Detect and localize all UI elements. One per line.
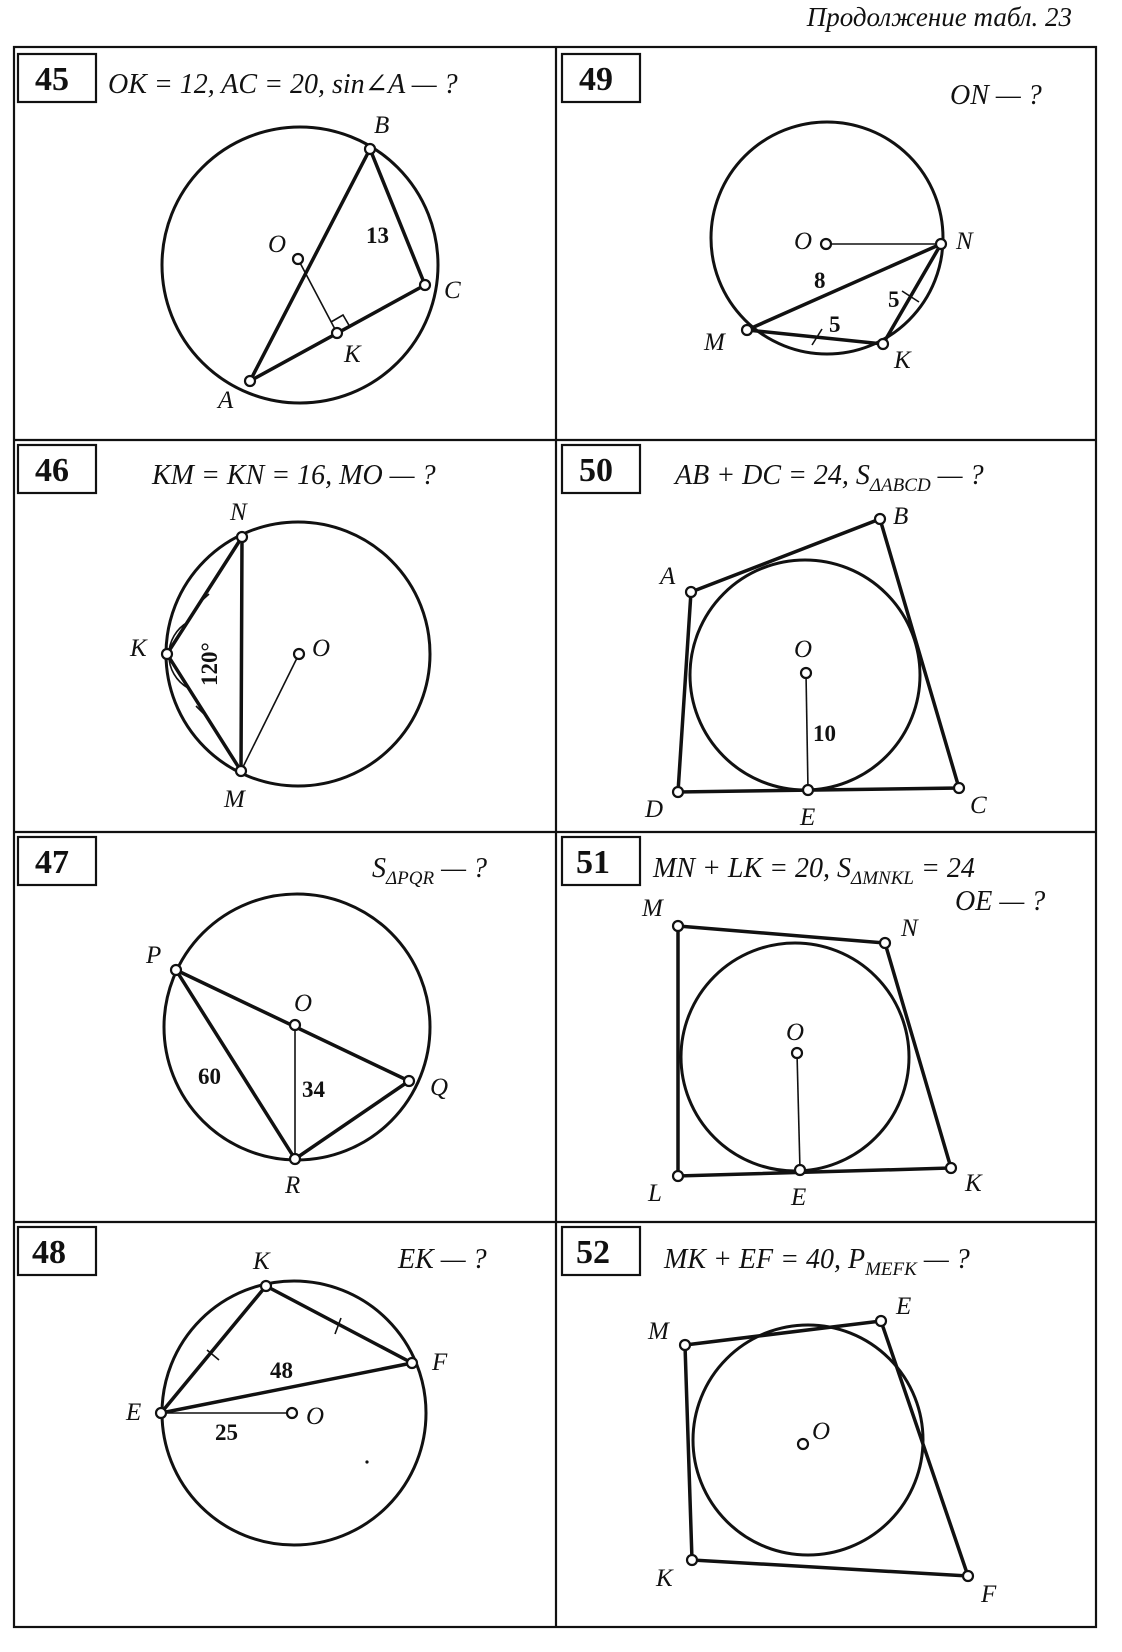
dot-mark	[365, 1460, 368, 1463]
problem-number: 52	[576, 1234, 610, 1271]
point-A	[245, 376, 255, 386]
circle	[162, 127, 438, 403]
problem-45	[18, 54, 461, 414]
angle-value: 120°	[197, 642, 222, 686]
value-25: 25	[215, 1420, 238, 1445]
point-K	[946, 1163, 956, 1173]
label-A: A	[660, 563, 676, 590]
label-K: K	[253, 1248, 270, 1275]
point-F	[963, 1571, 973, 1581]
value-10: 10	[813, 721, 836, 746]
problem-number: 45	[35, 61, 69, 98]
problem-46	[18, 445, 436, 813]
value-5-NK: 5	[888, 287, 900, 312]
point-K	[162, 649, 172, 659]
label-P: P	[146, 942, 162, 969]
label-K: K	[130, 635, 147, 662]
point-A	[686, 587, 696, 597]
value-5-MK: 5	[829, 312, 841, 337]
point-N	[936, 239, 946, 249]
label-E: E	[896, 1293, 912, 1320]
point-Q	[404, 1076, 414, 1086]
point-O	[821, 239, 831, 249]
problem-number: 48	[32, 1234, 66, 1271]
label-O: O	[812, 1418, 831, 1445]
point-O	[294, 649, 304, 659]
label-K: K	[656, 1565, 673, 1592]
problem-number: 46	[35, 452, 69, 489]
problem-condition: AB + DC = 24, $S_{\Delta ABCD}$ — ?	[675, 460, 984, 496]
point-C	[420, 280, 430, 290]
point-R	[290, 1154, 300, 1164]
label-K: K	[894, 347, 911, 374]
segment-NM	[241, 537, 242, 771]
problem-number: 51	[576, 844, 610, 881]
label-E: E	[126, 1399, 142, 1426]
point-C	[954, 783, 964, 793]
point-K	[261, 1281, 271, 1291]
point-B	[365, 144, 375, 154]
label-N: N	[230, 499, 247, 526]
label-N: N	[956, 228, 973, 255]
label-O: O	[268, 231, 287, 258]
label-F: F	[981, 1581, 997, 1608]
label-B: B	[893, 503, 909, 530]
problem-48	[18, 1227, 487, 1545]
label-E: E	[791, 1184, 807, 1211]
label-C: C	[444, 277, 461, 304]
value-48: 48	[270, 1358, 293, 1383]
point-N	[237, 532, 247, 542]
problem-number: 47	[35, 844, 69, 881]
problem-number: 50	[579, 452, 613, 489]
label-F: F	[432, 1349, 448, 1376]
label-A: A	[218, 387, 234, 414]
label-O: O	[794, 636, 813, 663]
label-Q: Q	[430, 1074, 449, 1101]
problem-number: 49	[579, 61, 613, 98]
point-K	[332, 328, 342, 338]
label-O: O	[794, 228, 813, 255]
problem-condition: ON — ?	[950, 80, 1042, 111]
problem-condition: EK — ?	[398, 1244, 487, 1275]
label-L: L	[648, 1180, 662, 1207]
point-N	[880, 938, 890, 948]
point-F	[407, 1358, 417, 1368]
label-K: K	[965, 1170, 982, 1197]
point-O	[798, 1439, 808, 1449]
problem-condition: KM = KN = 16, MO — ?	[152, 460, 436, 491]
label-O: O	[306, 1403, 325, 1430]
point-E	[876, 1316, 886, 1326]
inscribed-circle	[693, 1325, 923, 1555]
label-D: D	[645, 796, 664, 823]
label-C: C	[970, 792, 987, 819]
point-M	[236, 766, 246, 776]
label-O: O	[294, 990, 313, 1017]
point-O	[287, 1408, 297, 1418]
point-L	[673, 1171, 683, 1181]
label-N: N	[901, 915, 918, 942]
segment-OE	[806, 673, 808, 790]
point-B	[875, 514, 885, 524]
label-R: R	[285, 1172, 301, 1199]
page-header: Продолжение табл. 23	[806, 2, 1072, 32]
segment-OE	[797, 1053, 800, 1170]
problem-condition: MK + EF = 40, $P_{MEFK}$ — ?	[664, 1244, 970, 1280]
problem-condition: OK = 12, AC = 20, sin∠A — ?	[108, 69, 458, 100]
point-O	[801, 668, 811, 678]
problem-49	[562, 54, 1042, 374]
point-M	[680, 1340, 690, 1350]
problem-50	[562, 445, 987, 831]
point-D	[673, 787, 683, 797]
point-O	[290, 1020, 300, 1030]
label-M: M	[648, 1318, 669, 1345]
label-O: O	[786, 1019, 805, 1046]
segment-MO	[241, 654, 299, 771]
point-M	[673, 921, 683, 931]
label-B: B	[374, 112, 390, 139]
value-8: 8	[814, 268, 826, 293]
point-E	[795, 1165, 805, 1175]
problem-condition: MN + LK = 20, $S_{\Delta MNKL} = 24$	[653, 853, 975, 889]
problem-52	[562, 1227, 997, 1608]
value-34: 34	[302, 1077, 325, 1102]
problem-51	[562, 837, 1045, 1211]
right-angle-mark	[331, 315, 350, 327]
label-M: M	[704, 329, 725, 356]
label-O: O	[312, 635, 331, 662]
problem-47	[18, 837, 487, 1199]
value-60: 60	[198, 1064, 221, 1089]
point-O	[293, 254, 303, 264]
point-E	[803, 785, 813, 795]
point-O	[792, 1048, 802, 1058]
label-M: M	[642, 895, 663, 922]
tick-mark-NK	[902, 291, 919, 302]
point-K	[878, 339, 888, 349]
label-M: M	[224, 786, 245, 813]
point-M	[742, 325, 752, 335]
point-E	[156, 1408, 166, 1418]
label-K: K	[344, 341, 361, 368]
label-E: E	[800, 804, 816, 831]
point-K	[687, 1555, 697, 1565]
problem-condition-line2: OE — ?	[955, 886, 1046, 917]
point-P	[171, 965, 181, 975]
problem-condition: $S_{\Delta PQR}$ — ?	[372, 853, 487, 889]
value-13: 13	[366, 223, 389, 248]
